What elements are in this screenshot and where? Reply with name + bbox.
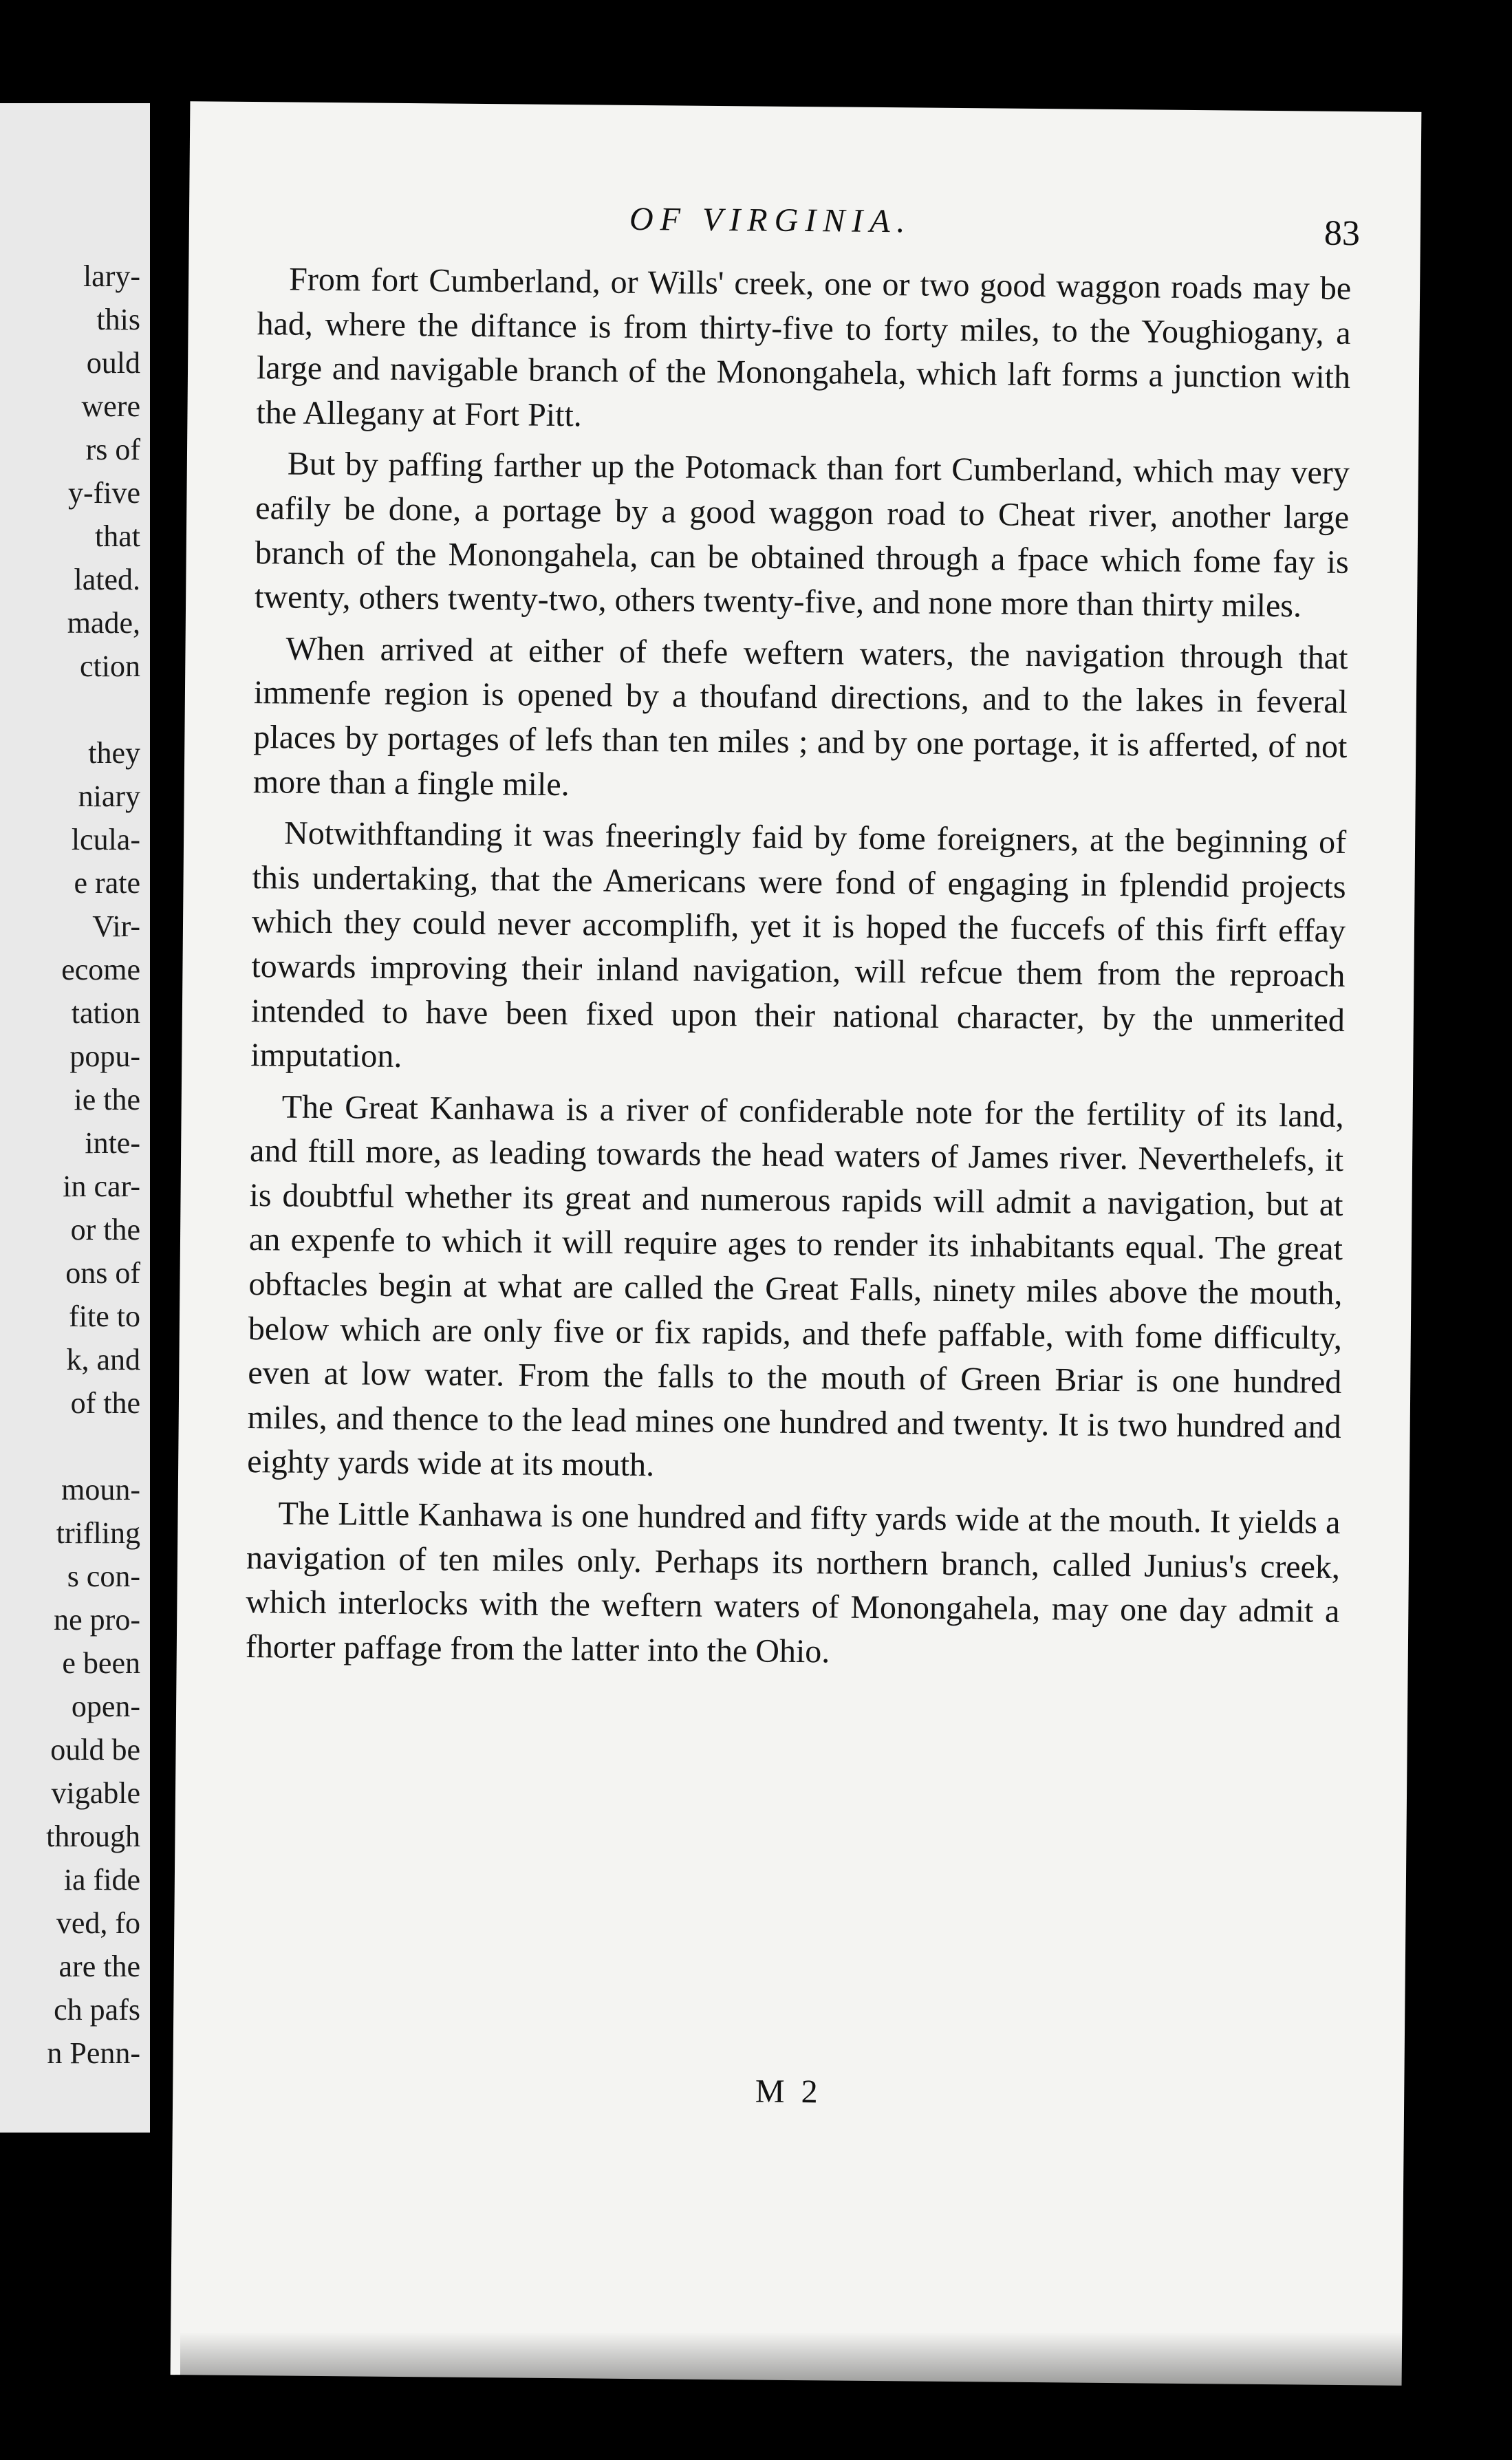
facing-line: lary- — [83, 259, 140, 293]
paragraph: The Great Kanhawa is a river of confiderable note for the fertility of its land, and ftill more, as leading towards the head waters of James river. Neverthelefs, it is doubtful whether its great and numerous rapids will admit a navigation, but at an expenfe to which it will require ages to render its inhabitants equal. The great obftacles begin at what are called the Great Falls, ninety miles above the mouth, below which are only five or fix rapids, and thefe paffable, with fome difficulty, even at low water. From the falls to the mouth of Green Briar is one hundred miles, and thence to the lead mines one hundred and twenty. It is two hundred and eighty yards wide at its mouth. — [246, 1088, 1344, 1484]
facing-line: Vir- — [92, 909, 140, 943]
facing-line: e rate — [74, 866, 140, 900]
page-number: 83 — [1324, 213, 1361, 254]
facing-line: ould — [86, 346, 140, 380]
facing-line: ch pafs — [54, 1993, 140, 2027]
facing-line: lcula- — [71, 823, 140, 856]
facing-line: vigable — [51, 1776, 140, 1810]
paragraph: Notwithftanding it was fneeringly faid by fome foreigners, at the beginning of this undertaking, that the Americans were fond of engaging in fplendid projects which they could never accomplifh, yet it is hoped the fuccefs of this firft effay towards improving their inland navigation, will refcue them from the reproach intended to have been fixed upon their national character, by the unmerited imputation. — [250, 814, 1347, 1075]
facing-line: or the — [70, 1213, 140, 1247]
facing-line-gap — [46, 688, 140, 731]
facing-page-fragment — [0, 103, 150, 2133]
facing-page-text — [46, 255, 140, 2075]
paragraph: The Little Kanhawa is one hundred and fifty yards wide at the mouth. It yields a navigation of ten miles only. Perhaps its northern branch, called Junius's creek, which interlocks with the weftern waters of Monongahela, may one day admit a fhorter paffage from the latter into the Ohio. — [245, 1495, 1341, 1670]
scan-shadow — [180, 2332, 1412, 2456]
paragraph: When arrived at either of thefe weftern waters, the navigation through that immenfe region is opened by a thoufand directions, and to the lakes in feveral places by portages of lefs than ten miles ; and by one portage, it is afferted, of not more than a fingle mile. — [252, 630, 1348, 803]
facing-line: of the — [70, 1386, 140, 1420]
facing-line: niary — [78, 779, 140, 813]
facing-line: open- — [71, 1690, 140, 1723]
facing-line: moun- — [61, 1473, 140, 1507]
facing-line: rs of — [85, 433, 140, 466]
facing-line: tation — [71, 996, 140, 1030]
facing-line: in car- — [63, 1169, 140, 1203]
facing-line: they — [88, 736, 140, 770]
facing-line: inte- — [85, 1126, 140, 1160]
facing-line: ne pro- — [54, 1603, 140, 1637]
facing-line: ie the — [74, 1083, 140, 1116]
facing-line: y-five — [67, 476, 140, 510]
facing-line: ction — [80, 649, 140, 683]
paragraph: From fort Cumberland, or Wills' creek, one or two good waggon roads may be had, where the diftance is from thirty-five to forty miles, to the Youghiogany, a large and navigable branch of the Monongahela, which laft forms a junction with the Allegany at Fort Pitt. — [256, 261, 1352, 434]
facing-line: s con- — [67, 1560, 140, 1593]
page-body — [245, 257, 1351, 1685]
facing-line: fite to — [69, 1299, 140, 1333]
facing-line-gap — [46, 1425, 140, 1468]
facing-line: that — [95, 519, 140, 553]
facing-line: lated. — [74, 563, 140, 596]
facing-line: through — [46, 1820, 140, 1853]
facing-line: n Penn- — [47, 2036, 140, 2070]
facing-line: ons of — [65, 1256, 140, 1290]
facing-line: ould be — [50, 1733, 140, 1767]
facing-line: trifling — [56, 1516, 140, 1550]
facing-line: popu- — [69, 1039, 140, 1073]
facing-line: ia fide — [63, 1863, 140, 1897]
facing-line: ved, fo — [56, 1906, 140, 1940]
facing-line: made, — [67, 606, 140, 640]
facing-line: are the — [58, 1950, 140, 1983]
paragraph: But by paffing farther up the Potomack than fort Cumberland, which may very eafily be done, a portage by a good waggon road to Cheat river, another large branch of the Monongahela, can be obtained through a fpace which fome fay is twenty, others twenty-two, others twenty-five, and none more than thirty miles. — [254, 445, 1350, 625]
facing-line: k, and — [66, 1343, 140, 1377]
running-title: OF VIRGINIA. — [629, 200, 912, 240]
book-page — [171, 101, 1422, 2385]
facing-line: e been — [62, 1646, 140, 1680]
facing-line: were — [81, 389, 140, 423]
facing-line: this — [96, 303, 140, 336]
signature-mark: M 2 — [755, 2073, 822, 2111]
facing-line: ecome — [61, 953, 140, 986]
page-header — [189, 196, 1421, 262]
